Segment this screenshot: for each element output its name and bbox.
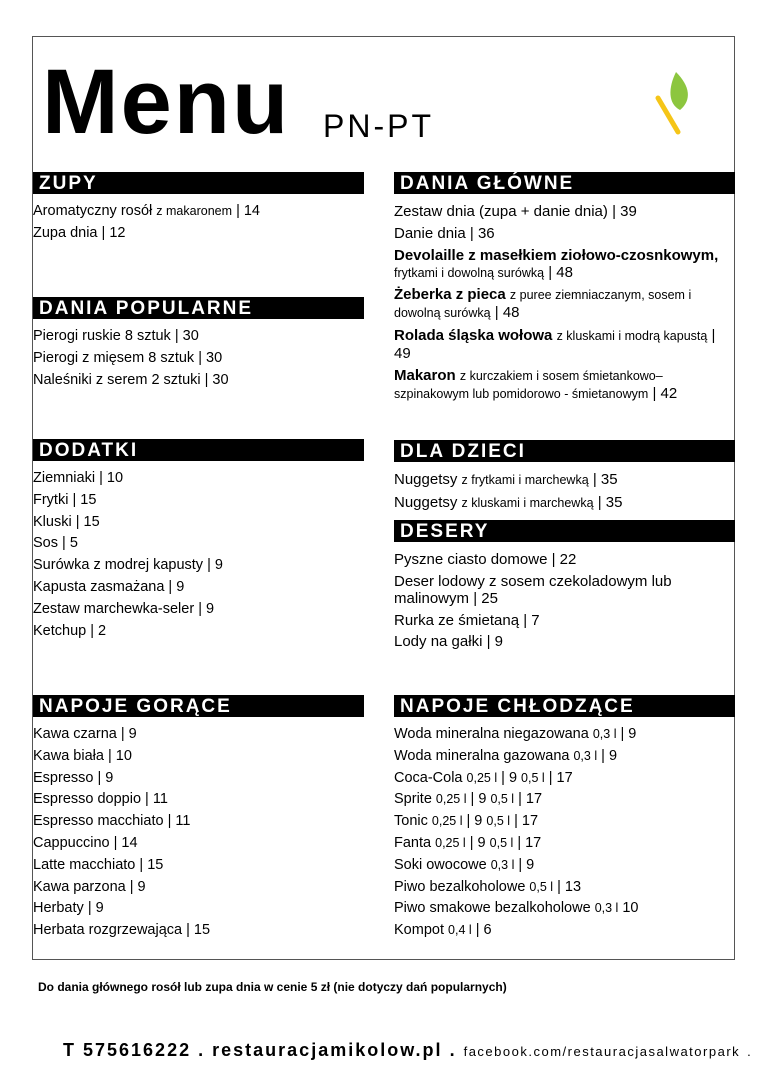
- menu-item: [394, 203, 735, 220]
- item-description: z kurczakiem i sosem śmietankowo–szpinakowym lub pomidorowo - śmietanowym: [394, 368, 663, 401]
- item-name: Devolaille z masełkiem ziołowo-czosnkowym,: [394, 246, 719, 264]
- item-name: Ziemniaki: [33, 470, 96, 486]
- item-size: 0,25 l: [435, 835, 466, 850]
- item-size: 0,3 l: [594, 901, 619, 916]
- item-price: | 15: [139, 856, 164, 873]
- item-name: Pierogi ruskie 8 sztuk: [33, 328, 171, 344]
- item-name: Kawa czarna: [33, 726, 117, 742]
- menu-item: [394, 835, 735, 852]
- menu-item: [394, 633, 735, 650]
- item-description: z frytkami i marchewką: [461, 473, 589, 487]
- item-name: Herbata rozgrzewająca: [33, 922, 183, 939]
- website-link[interactable]: restauracjamikolow.pl: [212, 1040, 443, 1060]
- item-name: Coca-Cola: [394, 769, 463, 786]
- menu-item: [394, 770, 735, 787]
- item-price: | 9: [466, 813, 483, 830]
- item-price: | 30: [204, 371, 229, 388]
- menu-item: [394, 494, 735, 512]
- item-name: Surówka z modrej kapusty: [33, 557, 204, 574]
- item-name: Ketchup: [33, 622, 87, 639]
- item-price: | 9: [198, 600, 215, 617]
- menu-item: [394, 286, 735, 322]
- item-price: | 17: [518, 791, 543, 808]
- item-size: 0,3 l: [573, 748, 598, 763]
- menu-item: [394, 367, 735, 403]
- item-name: Zestaw dnia: [394, 203, 475, 220]
- item-description: z kluskami i marchewką: [461, 495, 594, 510]
- item-name: Tonic: [394, 813, 428, 830]
- item-price: | 36: [469, 224, 495, 242]
- item-name: Espresso macchiato: [33, 813, 164, 830]
- menu-item: [33, 922, 364, 939]
- item-price: | 9: [120, 726, 137, 742]
- menu-item: [33, 328, 364, 345]
- item-price: | 9: [469, 834, 486, 851]
- item-size: 0,3 l: [490, 857, 515, 872]
- item-name: Rolada śląska wołowa: [394, 327, 553, 345]
- menu-item: [394, 879, 735, 896]
- item-size: 0,5 l: [490, 792, 515, 807]
- item-name: Fanta: [394, 834, 432, 851]
- item-name: Latte macchiato: [33, 856, 136, 873]
- page-title: Menu: [42, 51, 291, 153]
- item-name: Kawa biała: [33, 747, 104, 764]
- item-size: 0,5 l: [486, 814, 511, 829]
- item-size: 0,3 l: [592, 727, 617, 741]
- item-price: | 7: [523, 611, 540, 629]
- item-name: Żeberka z pieca: [394, 286, 506, 304]
- item-price: | 9: [168, 578, 185, 595]
- leaf-candle-icon: [650, 70, 692, 136]
- item-name: Kapusta zasmażana: [33, 578, 165, 595]
- menu-item: [394, 813, 735, 830]
- separator: .: [449, 1040, 457, 1060]
- footnote: Do dania głównego rosół lub zupa dnia w cenie 5 zł (nie dotyczy dań popularnych): [38, 980, 507, 994]
- menu-item: [33, 514, 364, 531]
- section-dodatki: [33, 439, 364, 644]
- facebook-link[interactable]: facebook.com/restauracjasalwatorpark: [463, 1044, 741, 1059]
- menu-item: [394, 225, 735, 242]
- item-size: 0,25 l: [466, 770, 498, 785]
- item-price: | 22: [551, 551, 577, 568]
- item-price: | 14: [236, 203, 260, 219]
- menu-item: [394, 922, 735, 939]
- item-size: 0,5 l: [489, 835, 514, 850]
- separator: .: [747, 1044, 753, 1059]
- menu-item: [33, 350, 364, 367]
- menu-item: [394, 748, 735, 765]
- item-name: Rurka ze śmietaną: [394, 611, 520, 629]
- menu-item: [33, 225, 364, 242]
- item-price: | 30: [174, 328, 199, 344]
- menu-item: [33, 535, 364, 552]
- item-price: | 10: [107, 747, 132, 764]
- item-price: | 30: [198, 349, 223, 366]
- item-price: | 9: [470, 791, 487, 808]
- menu-item: [33, 835, 364, 852]
- item-name: Nuggetsy: [394, 493, 458, 511]
- menu-item: [394, 471, 735, 489]
- phone-number: T 575616222: [63, 1040, 192, 1060]
- menu-item: [33, 601, 364, 618]
- item-name: Piwo bezalkoholowe: [394, 878, 526, 895]
- menu-item: [394, 726, 735, 743]
- item-price: | 42: [652, 384, 678, 402]
- item-size: 0,25 l: [431, 814, 463, 829]
- menu-item: [394, 791, 735, 808]
- item-price: | 49: [394, 327, 716, 363]
- item-name: Kompot: [394, 922, 444, 939]
- menu-item: [394, 327, 735, 362]
- menu-item: [33, 748, 364, 765]
- item-price: | 9: [518, 856, 535, 873]
- item-name: Kluski: [33, 513, 72, 530]
- menu-item: [394, 551, 735, 568]
- section-title: NAPOJE GORĄCE: [33, 695, 364, 717]
- item-price: | 25: [473, 589, 498, 607]
- item-name: Espresso doppio: [33, 791, 142, 808]
- contact-footer: [63, 1040, 752, 1061]
- item-price: | 9: [87, 900, 104, 917]
- item-price: | 15: [72, 491, 97, 508]
- item-description: frytkami i dowolną surówką: [394, 265, 545, 280]
- item-name: Aromatyczny rosół: [33, 203, 153, 219]
- section-title: DLA DZIECI: [394, 440, 735, 462]
- menu-item: [33, 372, 364, 389]
- item-name: Soki owocowe: [394, 856, 487, 873]
- item-size: 0,5 l: [529, 879, 554, 894]
- item-name: Naleśniki z serem 2 sztuki: [33, 371, 201, 388]
- section-title: NAPOJE CHŁODZĄCE: [394, 695, 735, 717]
- item-price: | 39: [612, 203, 637, 220]
- menu-item: [33, 579, 364, 596]
- item-name: Piwo smakowe bezalkoholowe: [394, 900, 591, 917]
- item-name: Zestaw marchewka-seler: [33, 600, 195, 617]
- menu-item: [33, 203, 364, 220]
- item-name: Espresso: [33, 769, 94, 786]
- item-name: Kawa parzona: [33, 878, 126, 895]
- section-title: DESERY: [394, 520, 735, 542]
- item-name: Danie dnia: [394, 224, 466, 242]
- item-price: | 9: [97, 769, 114, 786]
- item-price: | 9: [129, 878, 146, 895]
- item-price: | 12: [101, 224, 126, 241]
- menu-item: [33, 726, 364, 743]
- section-desery: [394, 520, 735, 655]
- item-size: 0,25 l: [435, 792, 467, 807]
- menu-item: [33, 879, 364, 896]
- item-price: | 9: [501, 769, 518, 786]
- item-price: | 9: [620, 726, 637, 742]
- item-price: | 17: [517, 834, 542, 851]
- item-price: | 11: [167, 813, 191, 830]
- item-name: Cappuccino: [33, 834, 110, 851]
- item-name: Pierogi z mięsem 8 sztuk: [33, 349, 195, 366]
- section-title: DANIA POPULARNE: [33, 297, 364, 319]
- item-price: | 9: [486, 633, 503, 651]
- menu-item: [394, 247, 735, 282]
- section-glowne: [394, 172, 735, 408]
- separator: .: [198, 1040, 206, 1060]
- item-price: | 17: [514, 813, 539, 830]
- item-description: (zupa + danie dnia): [479, 203, 608, 220]
- item-price: | 9: [207, 557, 223, 574]
- item-description: z puree ziemniaczanym, sosem i dowolną surówką: [394, 288, 692, 321]
- section-dzieci: [394, 440, 735, 517]
- menu-item: [33, 791, 364, 808]
- section-zupy: [33, 172, 364, 247]
- item-name: Sos: [33, 535, 58, 552]
- item-price: | 17: [548, 769, 573, 786]
- item-description: z kluskami i modrą kapustą: [556, 329, 708, 344]
- section-gorace: [33, 695, 364, 944]
- item-price: 10: [622, 900, 639, 917]
- item-name: Lody na gałki: [394, 633, 483, 651]
- item-description: z makaronem: [156, 204, 233, 218]
- item-name: Woda mineralna niegazowana: [394, 726, 589, 742]
- item-name: Woda mineralna gazowana: [394, 747, 570, 764]
- menu-item: [33, 900, 364, 917]
- item-size: 0,5 l: [521, 770, 545, 785]
- section-title: DANIA GŁÓWNE: [394, 172, 735, 194]
- item-price: | 2: [90, 622, 107, 639]
- item-name: Zupa dnia: [33, 224, 98, 241]
- section-chlodzace: [394, 695, 735, 944]
- item-price: | 13: [557, 878, 582, 895]
- item-name: Deser lodowy z sosem czekoladowym lub malinowym: [394, 572, 672, 607]
- menu-item: [33, 492, 364, 509]
- menu-item: [33, 857, 364, 874]
- item-name: Nuggetsy: [394, 471, 458, 488]
- menu-item: [394, 612, 735, 629]
- item-price: | 15: [75, 513, 100, 530]
- item-price: | 14: [113, 834, 138, 851]
- item-name: Pyszne ciasto domowe: [394, 551, 548, 568]
- menu-item: [394, 857, 735, 874]
- item-price: | 10: [99, 470, 124, 486]
- item-name: Sprite: [394, 791, 432, 808]
- menu-item: [33, 557, 364, 574]
- item-price: | 6: [475, 922, 492, 939]
- item-price: | 9: [601, 747, 618, 764]
- menu-item: [33, 770, 364, 787]
- menu-item: [394, 573, 735, 607]
- menu-item: [33, 623, 364, 640]
- item-name: Makaron: [394, 366, 456, 384]
- item-price: | 15: [186, 922, 211, 939]
- item-price: | 35: [597, 493, 623, 511]
- page-subtitle: PN-PT: [323, 108, 434, 144]
- menu-item: [394, 900, 735, 917]
- item-price: | 48: [548, 263, 573, 281]
- item-price: | 48: [494, 304, 520, 322]
- menu-item: [33, 470, 364, 487]
- section-title: ZUPY: [33, 172, 364, 194]
- item-name: Frytki: [33, 491, 69, 508]
- menu-item: [33, 813, 364, 830]
- section-popularne: [33, 297, 364, 393]
- item-size: 0,4 l: [448, 923, 472, 938]
- section-title: DODATKI: [33, 439, 364, 461]
- item-price: | 5: [62, 535, 78, 552]
- item-price: | 35: [592, 471, 618, 488]
- item-name: Herbaty: [33, 900, 84, 917]
- item-price: | 11: [145, 791, 168, 808]
